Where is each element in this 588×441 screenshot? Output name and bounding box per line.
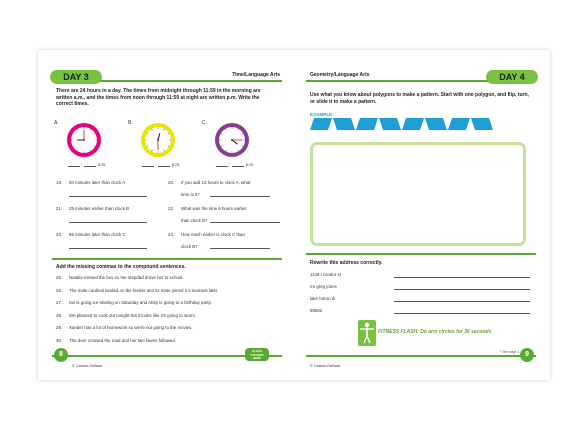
question-text: 25 minutes earlier than clock B	[69, 206, 130, 211]
parallelogram-shape	[333, 118, 355, 130]
sticker-line: HERE	[252, 356, 262, 361]
footer-rule	[306, 355, 536, 357]
am-pm-label: p.m.	[246, 162, 255, 167]
question-text: than clock B?	[181, 218, 208, 223]
parallelogram-shape	[471, 118, 493, 130]
parallelogram-shape	[310, 118, 332, 130]
question-number: 21.	[56, 206, 63, 211]
minute-blank[interactable]	[158, 166, 170, 167]
question-number: 20.	[168, 180, 175, 185]
parallelogram-shape	[448, 118, 470, 130]
time-colon: :	[81, 162, 83, 168]
day-badge: DAY 3	[50, 70, 102, 84]
question-number: 23.	[56, 232, 63, 237]
copyright: © Carson-Dellosa	[310, 364, 341, 368]
question-text: How much earlier is clock C than	[181, 232, 245, 237]
question-text: 95 minutes later than clock C	[69, 232, 126, 237]
commas-heading: Add the missing commas to the compound sentences.	[56, 264, 186, 270]
sentence-number: 25.	[56, 275, 63, 280]
pattern-drawing-area[interactable]	[310, 142, 526, 246]
parallelogram-shape	[379, 118, 401, 130]
time-colon: :	[155, 162, 157, 168]
example-pattern	[310, 118, 530, 132]
hour-blank[interactable]	[68, 166, 80, 167]
subject-label: Time/Language Arts	[232, 72, 280, 78]
sentence-text: Ian is going ice-skating on Saturday and Abby is going to a birthday party.	[69, 300, 212, 305]
fitness-flash: FITNESS FLASH: Do arm circles for 30 seconds	[378, 329, 492, 335]
sticker-placeholder	[245, 348, 269, 361]
address-answer-line[interactable]	[394, 301, 530, 302]
sentence-number: 27.	[56, 300, 63, 305]
minute-blank[interactable]	[84, 166, 96, 167]
address-heading: Rewrite this address correctly.	[310, 260, 383, 266]
fitness-figure-icon	[358, 320, 376, 346]
address-line: mr greg jones	[310, 284, 337, 289]
address-answer-line[interactable]	[394, 277, 530, 278]
clock-face-icon	[66, 122, 102, 158]
answer-line[interactable]	[210, 248, 270, 249]
answer-line[interactable]	[69, 222, 147, 223]
time-colon: :	[229, 162, 231, 168]
sentence-number: 28.	[56, 312, 63, 318]
sticker-line: STICKER	[250, 352, 264, 357]
question-text: What was the time 6 hours earlier	[181, 206, 247, 211]
answer-line[interactable]	[69, 196, 147, 197]
question-text: clock B?	[181, 244, 198, 249]
address-answer-line[interactable]	[394, 313, 530, 314]
question-text: If you add 12 hours to clock A, what	[181, 180, 251, 185]
subject-label: Geometry/Language Arts	[310, 72, 370, 78]
address-line: 98562	[310, 308, 323, 313]
sentence-text: Xander has a lot of homework so we're not going to the movies.	[69, 325, 193, 330]
example-label: EXAMPLE:	[310, 112, 334, 117]
see-page-note: * See page 1.	[500, 350, 520, 354]
sentence-number: 29.	[56, 325, 63, 330]
address-answer-line[interactable]	[394, 289, 530, 290]
day-badge: DAY 4	[486, 70, 538, 84]
sticker-line: PLACE	[251, 349, 263, 353]
question-number: 19.	[56, 180, 63, 185]
am-pm-label: p.m.	[172, 162, 181, 167]
address-line: 1146 l condor st	[310, 272, 341, 277]
page-number: 8	[54, 348, 68, 362]
clock-letter: B.	[128, 120, 133, 126]
clock-letter: C.	[202, 120, 207, 126]
clock-face-icon	[214, 122, 250, 158]
parallelogram-shape	[402, 118, 424, 130]
question-number: 22.	[168, 206, 175, 211]
question-number: 24.	[168, 232, 175, 237]
answer-line[interactable]	[69, 248, 147, 249]
sentence-text: The male cardinal landed on the feeder and its mate joined it a moment later.	[69, 287, 219, 293]
sentence-text: Natalia missed the bus so her stepdad drove her to school.	[69, 275, 184, 280]
sentence-text: The deer crossed the road and her two fawns followed.	[69, 337, 176, 343]
clock-letter: A.	[54, 120, 59, 126]
parallelogram-shape	[356, 118, 378, 130]
workbook-spread	[38, 50, 550, 380]
question-text: 50 minutes later than clock A	[69, 180, 126, 185]
page-number: 9	[520, 348, 534, 362]
answer-line[interactable]	[210, 222, 280, 223]
copyright: © Carson-Dellosa	[72, 364, 103, 368]
section-rule	[306, 253, 536, 255]
hour-blank[interactable]	[216, 166, 228, 167]
section-rule	[52, 258, 282, 260]
minute-blank[interactable]	[232, 166, 244, 167]
sentence-number: 26.	[56, 287, 63, 293]
question-text: time is it?	[181, 192, 200, 197]
answer-line[interactable]	[210, 196, 270, 197]
instructions: Use what you know about polygons to make a pattern. Start with one polygon, and flip, turn, or slide it to make a pattern.	[310, 92, 529, 105]
am-pm-label: a.m.	[98, 162, 107, 167]
sentence-number: 30.	[56, 337, 63, 343]
address-line: lake toma oh	[310, 296, 336, 301]
hour-blank[interactable]	[142, 166, 154, 167]
clock-face-icon	[140, 122, 176, 158]
parallelogram-shape	[425, 118, 447, 130]
instructions: There are 24 hours in a day. The times from midnight through 11:59 in the morning are written a.m., and the times from noon through 11:59 at night are written p.m. Write the correct times.	[56, 88, 261, 108]
left-page	[38, 50, 295, 380]
right-page	[294, 50, 550, 380]
sentence-text: We planned to cook out tonight but it looks like it's going to storm.	[69, 312, 197, 318]
